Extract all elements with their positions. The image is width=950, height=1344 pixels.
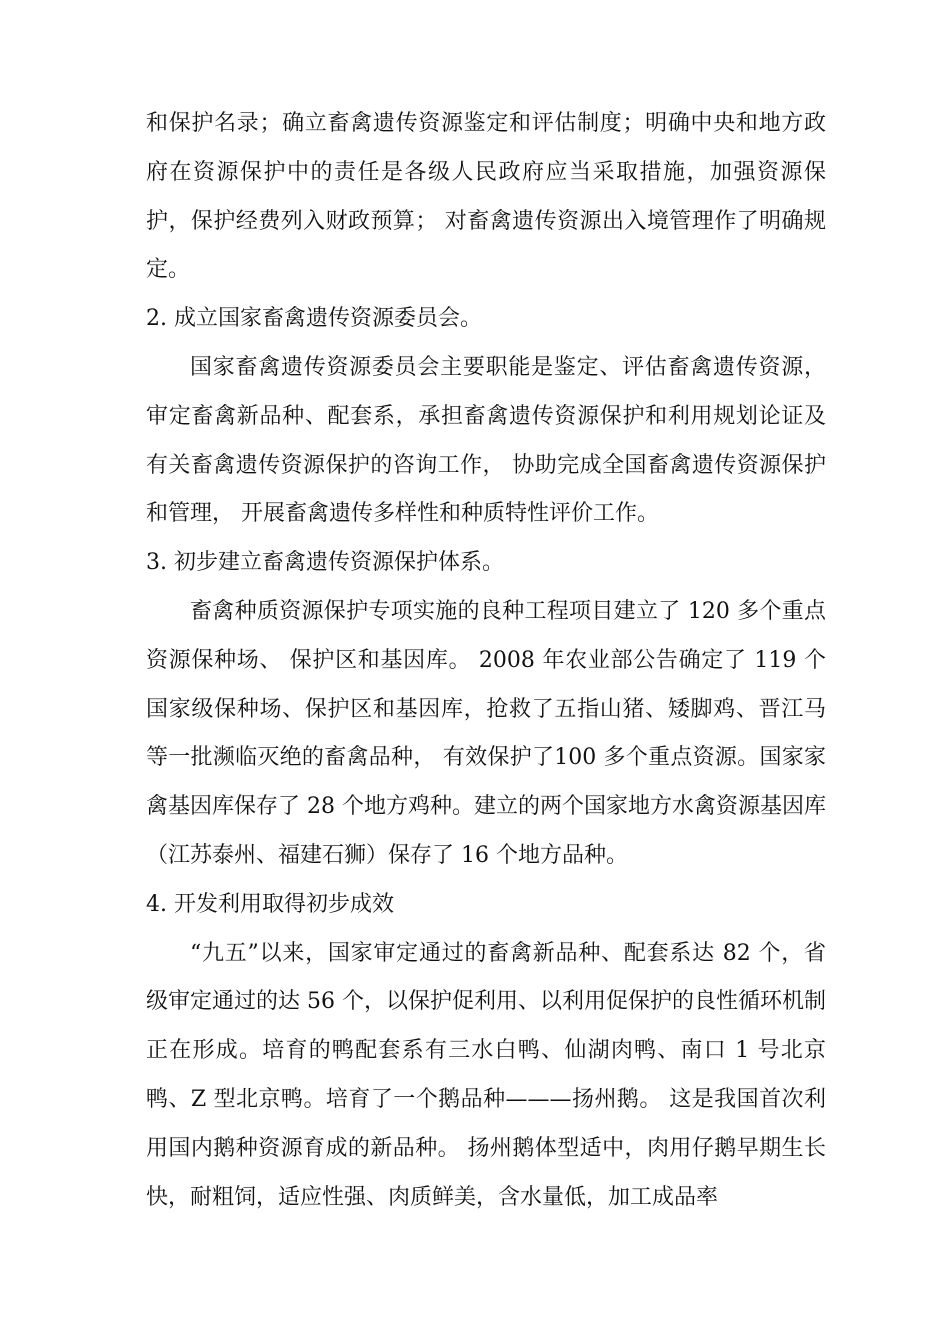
section-heading-3: 3. 初步建立畜禽遗传资源保护体系。 [146,550,504,576]
paragraph-continuation: 和保护名录；确立畜禽遗传资源鉴定和评估制度；明确中央和地方政府在资源保护中的责任是各级人民政府应当采取措施，加强资源保护，保护经费列入财政预算； 对畜禽遗传资源出入境管理作了明确规定。 [146,111,826,283]
section-heading-2: 2. 成立国家畜禽遗传资源委员会。 [146,306,482,332]
paragraph-protection-system: 畜禽种质资源保护专项实施的良种工程项目建立了 120 多个重点资源保种场、 保护区和基因库。 2008 年农业部公告确定了 119 个国家级保种场、保护区和基因库，抢救了五指山猪、矮脚鸡、晋江马等一批濒临灭绝的畜禽品种， 有效保护了100 多个重点资源。国家家禽基因库保存了 28 个地方鸡种。建立的两个国家地方水禽资源基因库（江苏泰州、福建石狮）保存了 16 个地方品种。 [146,598,826,868]
paragraph-committee: 国家畜禽遗传资源委员会主要职能是鉴定、评估畜禽遗传资源，审定畜禽新品种、配套系，承担畜禽遗传资源保护和利用规划论证及有关畜禽遗传资源保护的咨询工作， 协助完成全国畜禽遗传资源保护和管理， 开展畜禽遗传多样性和种质特性评价工作。 [146,354,826,527]
document-body [146,100,826,1222]
paragraph-development: “九五”以来，国家审定通过的畜禽新品种、配套系达 82 个，省级审定通过的达 56 个，以保护促利用、以利用促保护的良性循环机制正在形成。培育的鸭配套系有三水白鸭、仙湖肉鸭、南口 1 号北京鸭、Z 型北京鸭。培育了一个鹅品种———扬州鹅。 这是我国首次利用国内鹅种资源育成的新品种。 扬州鹅体型适中，肉用仔鹅早期生长快，耐粗饲，适应性强、肉质鲜美，含水量低，加工成品率 [146,940,826,1210]
section-heading-4: 4. 开发利用取得初步成效 [146,891,394,917]
